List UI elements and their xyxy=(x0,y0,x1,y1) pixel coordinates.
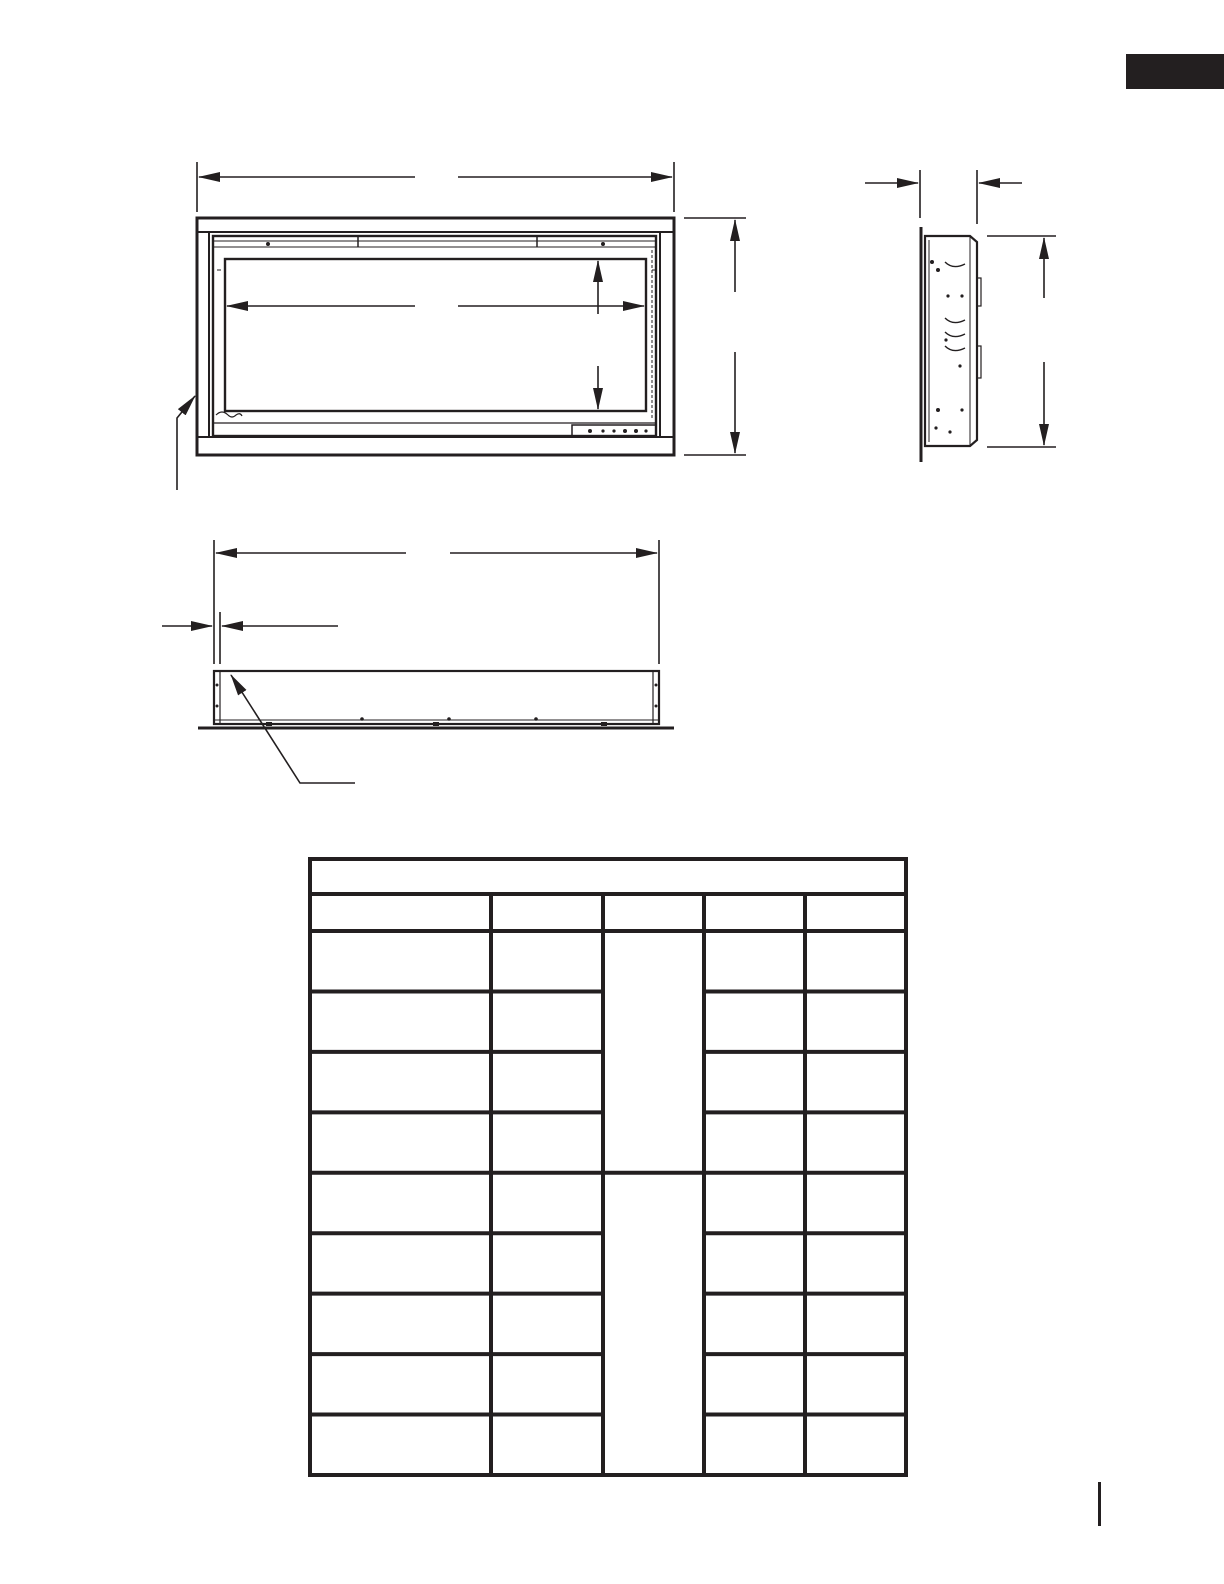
front-inner-bezel xyxy=(213,236,656,436)
brand-logo xyxy=(216,412,242,417)
front-leader-line xyxy=(177,396,195,490)
flange-offset-dimension xyxy=(162,612,338,664)
overall-height-dimension xyxy=(684,218,746,455)
table-border xyxy=(310,859,906,1475)
dimensions-table xyxy=(308,857,908,1477)
viewing-area xyxy=(225,259,646,411)
side-height-dimension xyxy=(987,236,1056,447)
top-body xyxy=(214,671,659,724)
side-body xyxy=(925,236,977,446)
page-number-rule xyxy=(1098,1482,1101,1526)
overall-width-dimension xyxy=(197,162,674,212)
front-outer-frame xyxy=(197,218,674,455)
depth-dimension xyxy=(865,170,1022,224)
top-width-dimension xyxy=(214,540,659,664)
top-view-drawing xyxy=(162,540,674,783)
front-view-drawing xyxy=(177,162,746,490)
side-view-drawing xyxy=(865,170,1056,462)
